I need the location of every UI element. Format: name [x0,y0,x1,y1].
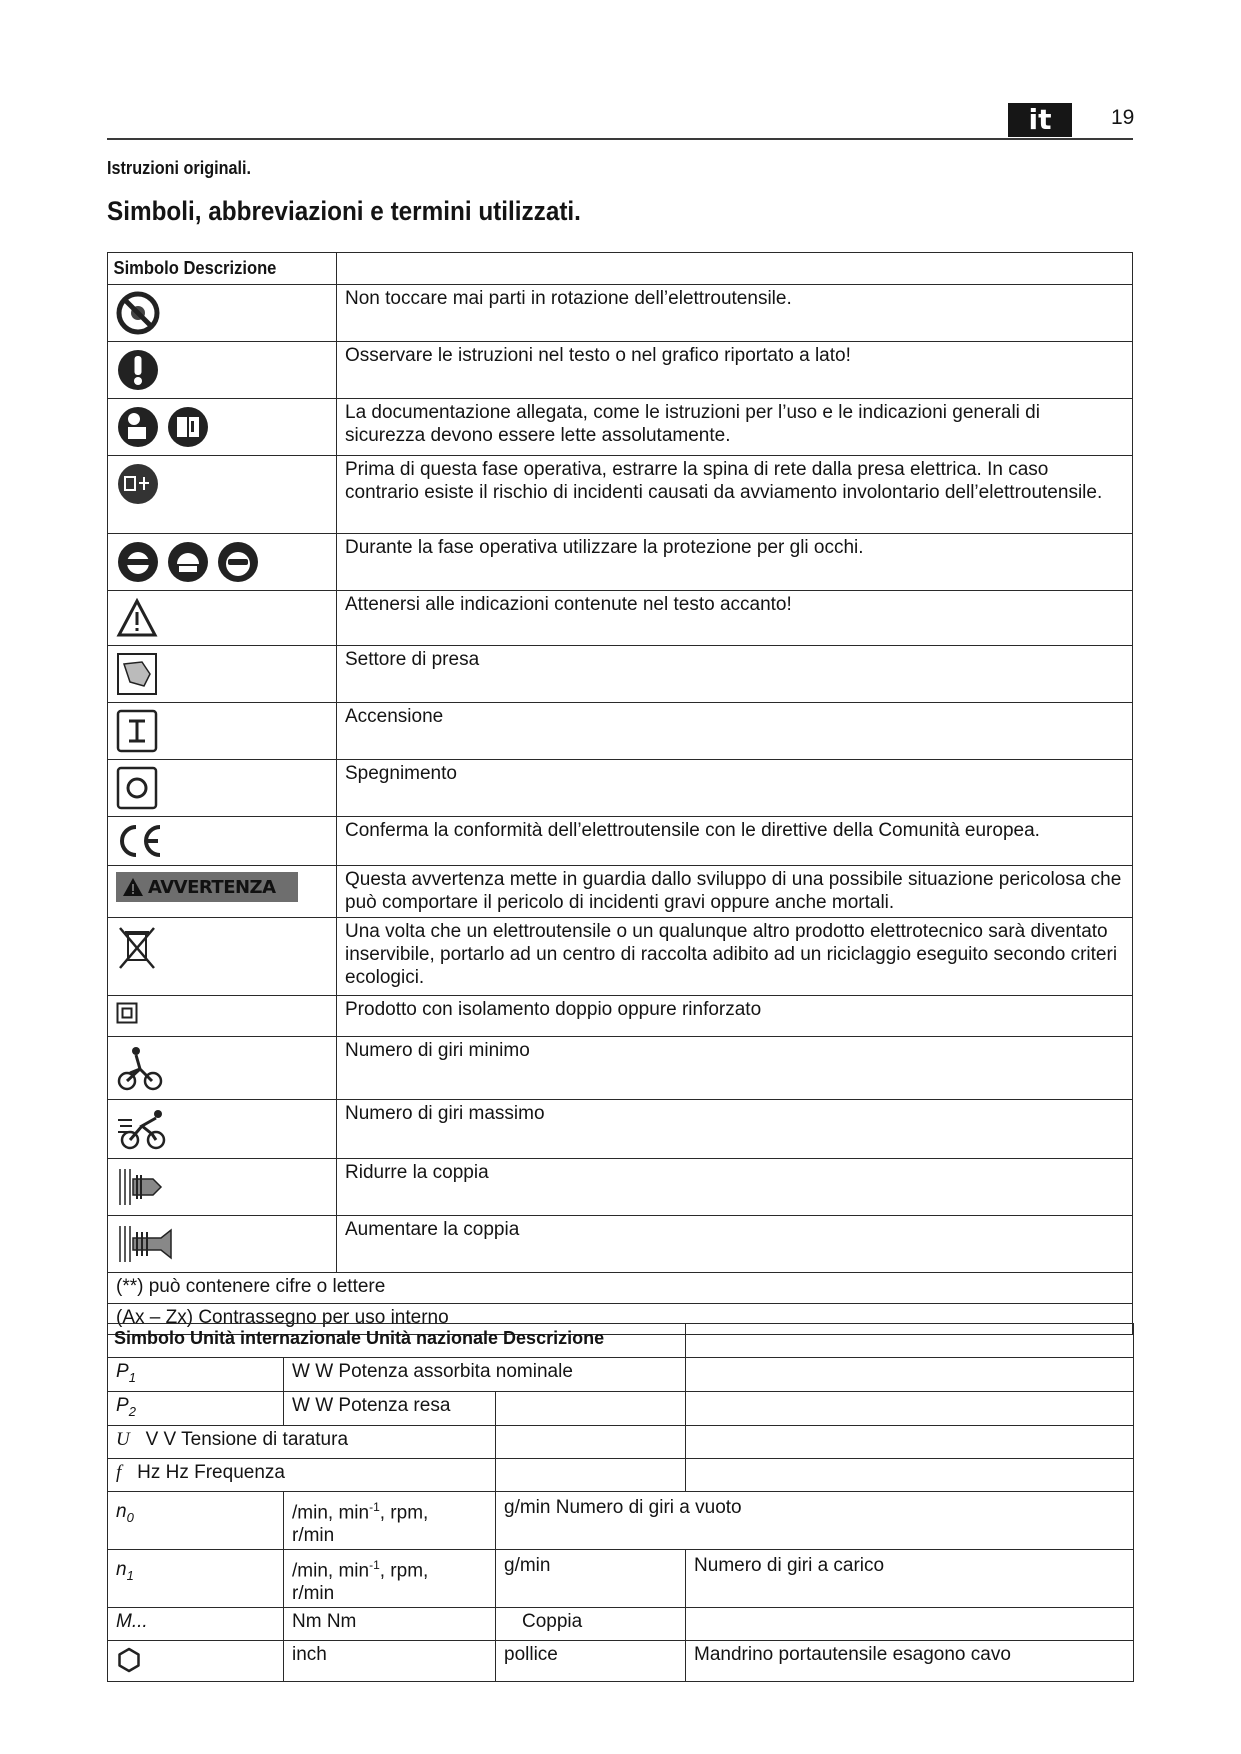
symbol: n [116,1558,127,1580]
units-table-header: Simbolo Unità internazionale Unità nazionale Descrizione [108,1324,686,1358]
table-row [108,1159,1133,1216]
switch-off-icon [116,766,158,810]
row-description: Una volta che un elettroutensile o un qualunque altro prodotto elettrotecnico sarà diventato inservibile, portarlo ad un centro di raccolta adibito ad un riciclaggio eseguito secondo criteri ecologici. [337,918,1133,996]
table-row [108,703,1133,760]
description: Coppia [496,1608,686,1641]
table-row: $n_0$ /min, $\min^{-1}$, rpm, r/min g/min Numero di giri a vuoto [108,1491,1134,1549]
slow-bicycle-icon [116,1043,164,1093]
row-description: Numero di giri minimo [337,1037,1133,1100]
row-description: Ridurre la coppia [337,1159,1133,1216]
table-row [108,996,1133,1037]
ce-mark-icon [116,823,164,859]
row-description: Settore di presa [337,646,1133,703]
row-description: La documentazione allegata, come le istruzioni per l’uso e le indicazioni generali di sicurezza devono essere lette assolutamente. [337,399,1133,456]
table-row [108,760,1133,817]
intl-unit: Nm Nm [284,1608,496,1641]
torque-reduce-icon [116,1165,166,1209]
switch-on-icon [116,709,158,753]
row-text: g/min Numero di giri a vuoto [496,1491,1134,1549]
row-text: W W Potenza resa [284,1391,496,1425]
national-unit: pollice [496,1641,686,1682]
grip-area-icon [116,652,158,696]
symbols-table-header: Simbolo Descrizione [113,258,277,278]
table-row [108,1608,1134,1641]
footnote: (**) può contenere cifre o lettere [108,1273,1133,1304]
table-row [108,918,1133,996]
symbols-table [107,252,1133,1335]
row-description: Osservare le istruzioni nel testo o nel grafico riportato a lato! [337,342,1133,399]
symbol: n [116,1500,127,1522]
table-row [108,1037,1133,1100]
row-description: Prima di questa fase operativa, estrarre la spina di rete dalla presa elettrica. In caso contrario esiste il rischio di incidenti causati da avviamento involontario dell’elettroutensile. [337,456,1133,534]
symbol: f [116,1461,122,1483]
no-touch-rotating-icon [116,291,160,335]
row-description: Non toccare mai parti in rotazione dell’elettroutensile. [337,285,1133,342]
read-person-icon [116,405,160,449]
table-row: $P_1$ W W Potenza assorbita nominale [108,1358,1134,1392]
language-badge: it [1008,103,1072,137]
table-row [108,399,1133,456]
avvertenza-label: AVVERTENZA [116,872,298,902]
row-description: Aumentare la coppia [337,1216,1133,1273]
row-description: Accensione [337,703,1133,760]
intl-unit: inch [284,1641,496,1682]
table-row [108,456,1133,534]
symbol: M... [108,1608,284,1641]
table-row [108,1458,1134,1491]
row-description: Questa avvertenza mette in guardia dallo sviluppo di una possibile situazione pericolosa che può comportare il pericolo di incidenti gravi oppure anche mortali. [337,866,1133,918]
footnote: (Ax – Zx) Contrassegno per uso interno [108,1304,1133,1335]
manual-book-icon [166,405,210,449]
face-shield-icon [116,540,160,584]
table-row [108,1216,1133,1273]
page-number: 19 [1111,106,1135,129]
warning-triangle-icon [122,877,144,897]
row-description: Numero di giri massimo [337,1100,1133,1159]
description: Numero di giri a carico [686,1549,1134,1607]
symbol: P [116,1394,129,1416]
table-row: $n_1$ /min, $\min^{-1}$, rpm, r/min g/min Numero di giri a carico [108,1549,1134,1607]
symbol: P [116,1361,129,1382]
row-text: Hz Hz Frequenza [137,1461,285,1483]
table-row [108,1425,1134,1458]
row-description: Attenersi alle indicazioni contenute nel testo accanto! [337,591,1133,646]
row-description: Prodotto con isolamento doppio oppure rinforzato [337,996,1133,1037]
row-text: W W Potenza assorbita nominale [284,1358,686,1392]
table-row [108,646,1133,703]
fast-bicycle-icon [116,1106,172,1152]
description: Mandrino portautensile esagono cavo [686,1641,1134,1682]
national-unit: g/min [496,1549,686,1607]
table-row [108,285,1133,342]
intro-text: Istruzioni originali. [107,158,252,178]
units-table [107,1323,1134,1682]
row-description: Durante la fase operativa utilizzare la protezione per gli occhi. [337,534,1133,591]
table-row [108,866,1133,918]
table-row [108,1100,1133,1159]
table-row [108,342,1133,399]
section-title: Simboli, abbreviazioni e termini utilizzati. [107,196,581,226]
header-rule [107,138,1133,140]
table-row [108,817,1133,866]
unplug-icon [116,462,160,506]
row-description: Conferma la conformità dell’elettroutensile con le direttive della Comunità europea. [337,817,1133,866]
warning-triangle-icon [116,597,158,639]
goggles-icon [216,540,260,584]
symbol: U [116,1428,130,1450]
table-row [108,591,1133,646]
hexagon-chuck-icon [116,1647,142,1673]
torque-increase-icon [116,1222,174,1266]
helmet-icon [166,540,210,584]
exclamation-icon [116,348,160,392]
weee-bin-icon [116,924,158,972]
row-description: Spegnimento [337,760,1133,817]
row-text: V V Tensione di taratura [145,1428,349,1450]
table-row: $P_2$ W W Potenza resa [108,1391,1134,1425]
table-row [108,1641,1134,1682]
table-row [108,534,1133,591]
double-insulation-icon [116,1002,138,1024]
